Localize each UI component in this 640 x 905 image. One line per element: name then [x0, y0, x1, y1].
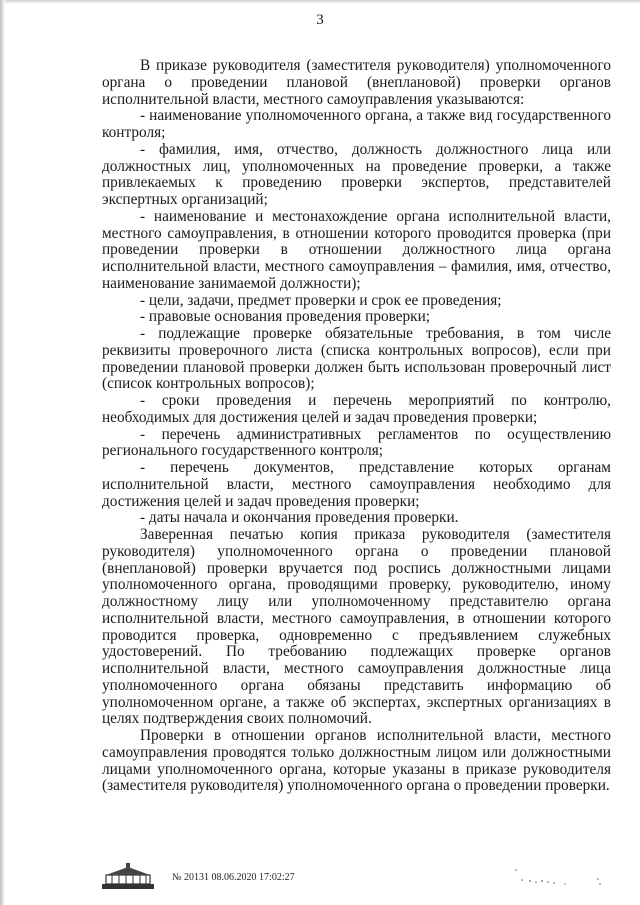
list-item-terms: - сроки проведения и перечень мероприятий по контролю, необходимых для достижения целей и задач проведения проверки;	[102, 392, 611, 426]
list-item-documents: - перечень документов, представление которых органам исполнительной власти, местного самоуправления необходимо для достижения целей и задач проведения проверки;	[102, 459, 611, 510]
list-item-regulations: - перечень административных регламентов по осуществлению регионального государственного контроля;	[102, 425, 611, 460]
list-item-authority-name: - наименование уполномоченного органа, а также вид государственного контроля;	[102, 107, 611, 141]
document-timestamp: 08.06.2020 17:02:27	[211, 872, 295, 883]
government-building-seal-icon	[100, 862, 158, 892]
paragraph-intro: В приказе руководителя (заместителя руководителя) уполномоченного органа о проведении плановой (внеплановой) проверки органов исполнительной власти, местного самоуправления указываются:	[102, 57, 611, 108]
page-number: 3	[316, 12, 324, 28]
document-stamp	[172, 872, 295, 883]
list-item-inspectors: - фамилия, имя, отчество, должность должностного лица или должностных лиц, уполномоченных на проведение проверки, а также привлекаемых к проведению проверки экспертов, представителей экспертных организаций;	[102, 140, 611, 208]
list-item-legal-basis: - правовые основания проведения проверки;	[140, 308, 431, 326]
document-number: № 20131	[172, 872, 210, 883]
scan-edge-left	[0, 0, 5, 905]
footer	[100, 862, 620, 892]
document-body	[102, 58, 611, 795]
scan-edge-top	[0, 0, 640, 4]
scan-noise-marks	[510, 866, 620, 892]
paragraph-inspections: Проверки в отношении органов исполнительной власти, местного самоуправления проводятся только должностным лицом или должностными лицами уполномоченного органа, которые указаны в приказе руководителя (заместителя руководителя) уполномоченного органа о проведении проверки.	[102, 727, 611, 795]
paragraph-certified-copy: Заверенная печатью копия приказа руководителя (заместителя руководителя) уполномоченного органа о проведении плановой (внеплановой) проверки вручается под роспись должностными лицами уполномоченного органа, проводящими проверку, руководителю, иному должностному лицу или уполномоченному представителю органа исполнительной власти, местного самоуправления, в отношении которого проводится проверка, одновременно с предъявлением служебных удостоверений. По требованию подлежащих проверке органов исполнительной власти, местного самоуправления должностные лица уполномоченного органа обязаны представить информацию об уполномоченном органе, а также об экспертах, экспертных организациях в целях подтверждения своих полномочий.	[102, 526, 611, 728]
list-item-goals: - цели, задачи, предмет проверки и срок ее проведения;	[140, 291, 502, 309]
list-item-inspected-body: - наименование и местонахождение органа исполнительной власти, местного самоуправления, в отношении которого проводится проверка (при проведении проверки в отношении должностного лица органа исполнительной власти, местного самоуправления – фамилия, имя, отчество, наименование занимаемой должности);	[102, 207, 611, 292]
list-item-requirements: - подлежащие проверке обязательные требования, в том числе реквизиты проверочного листа (списка контрольных вопросов), если при проведении плановой проверки должен быть использован проверочный лист (список контрольных вопросов);	[102, 325, 611, 393]
list-item-dates: - даты начала и окончания проведения проверки.	[140, 509, 459, 527]
